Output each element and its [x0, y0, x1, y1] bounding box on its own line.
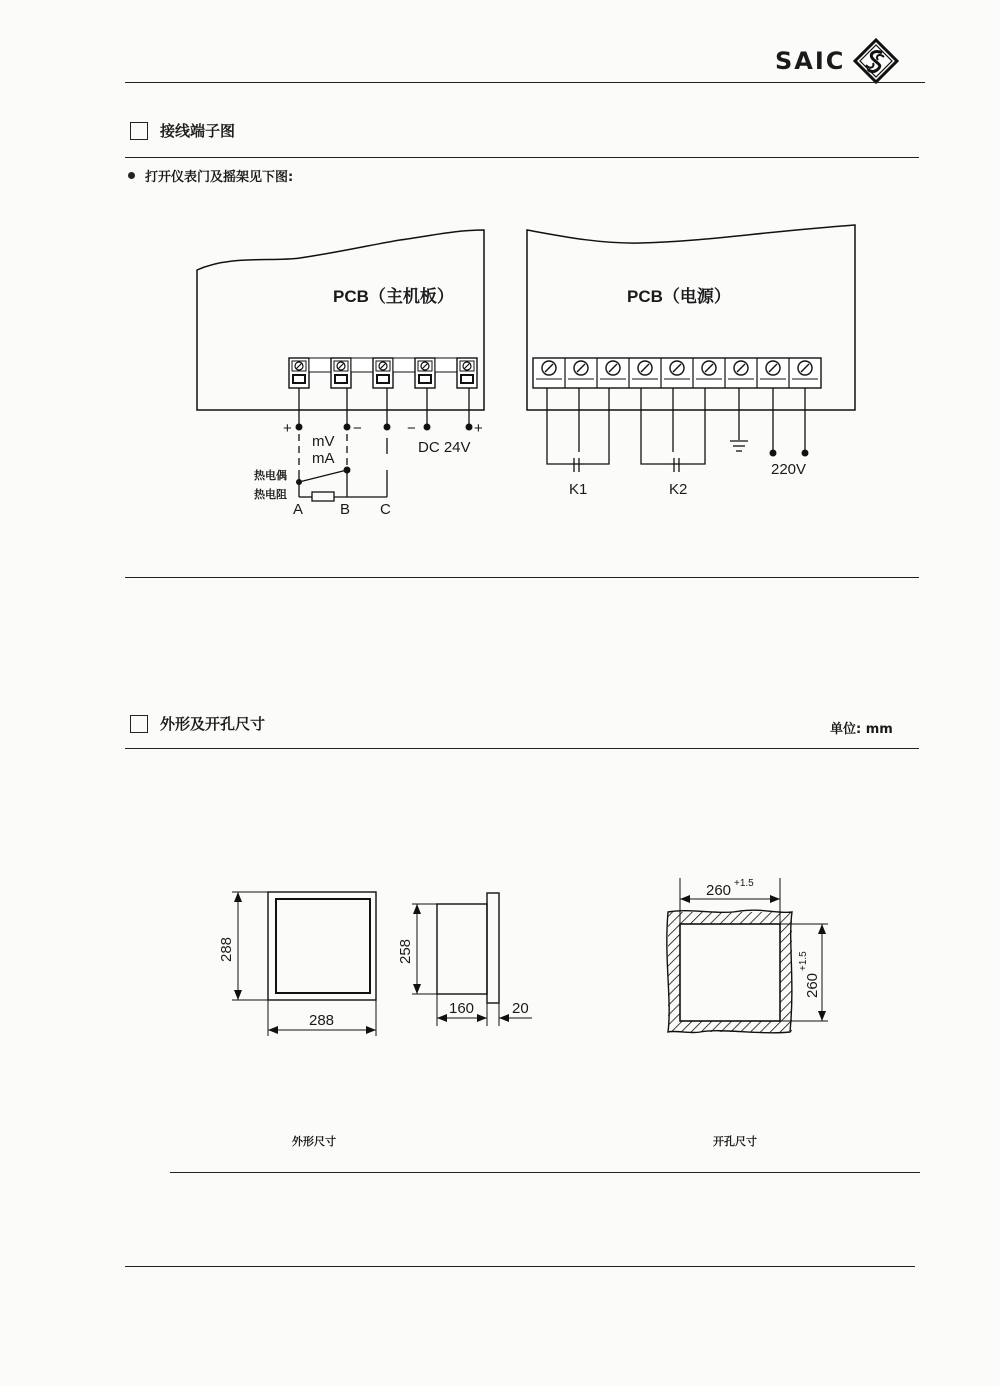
- main-board-label: PCB（主机板）: [333, 287, 454, 306]
- wiring-instruction-text: 打开仪表门及摇架见下图:: [145, 170, 294, 185]
- cutout-caption: 开孔尺寸: [713, 1135, 757, 1148]
- terminal-c-label: C: [380, 501, 391, 518]
- brand-name: SAIC: [775, 47, 846, 75]
- relay-k2-label: K2: [669, 481, 688, 498]
- polarity-plus-dc: +: [474, 420, 483, 437]
- signal-ma-label: mA: [312, 450, 335, 467]
- mains-voltage-label: 220V: [771, 461, 807, 478]
- outline-height-value: 288: [218, 936, 235, 962]
- cutout-width-tolerance: +1.5: [734, 878, 754, 889]
- thermocouple-label: 热电偶: [254, 470, 287, 482]
- cutout-dim-lines: [680, 878, 828, 1021]
- unit-label: 单位: mm: [830, 722, 893, 737]
- depth-value: 160: [449, 1000, 475, 1017]
- panel-cutout: [667, 910, 792, 1033]
- polarity-minus-b: −: [353, 420, 362, 437]
- footer-rule: [125, 1266, 915, 1267]
- front-view-arrows: [234, 892, 376, 1034]
- power-board-label: PCB（电源）: [627, 287, 731, 306]
- rtd-label: 热电阻: [254, 489, 287, 501]
- outline-caption: 外形尺寸: [292, 1135, 336, 1148]
- polarity-minus-dc: −: [407, 420, 416, 437]
- section-wiring-label: 接线端子图: [160, 122, 236, 140]
- outline-width-value: 288: [309, 1012, 335, 1029]
- relay-k1-label: K1: [569, 481, 588, 498]
- cutout-height-value: 260: [804, 972, 821, 998]
- terminal-b-label: B: [340, 501, 351, 518]
- flange-value: 20: [512, 1000, 529, 1017]
- terminal-a-label: A: [293, 501, 304, 518]
- signal-mv-label: mV: [312, 433, 335, 450]
- cutout-height-tolerance: +1.5: [798, 951, 809, 971]
- section-dimensions-label: 外形及开孔尺寸: [160, 715, 266, 733]
- front-view: [232, 892, 376, 1036]
- dc-supply-label: DC 24V: [418, 439, 471, 456]
- polarity-plus-left: +: [283, 420, 292, 437]
- section-dimensions-bottom-rule: [170, 1172, 920, 1173]
- cutout-width-value: 260: [706, 882, 732, 899]
- side-height-value: 258: [397, 938, 414, 964]
